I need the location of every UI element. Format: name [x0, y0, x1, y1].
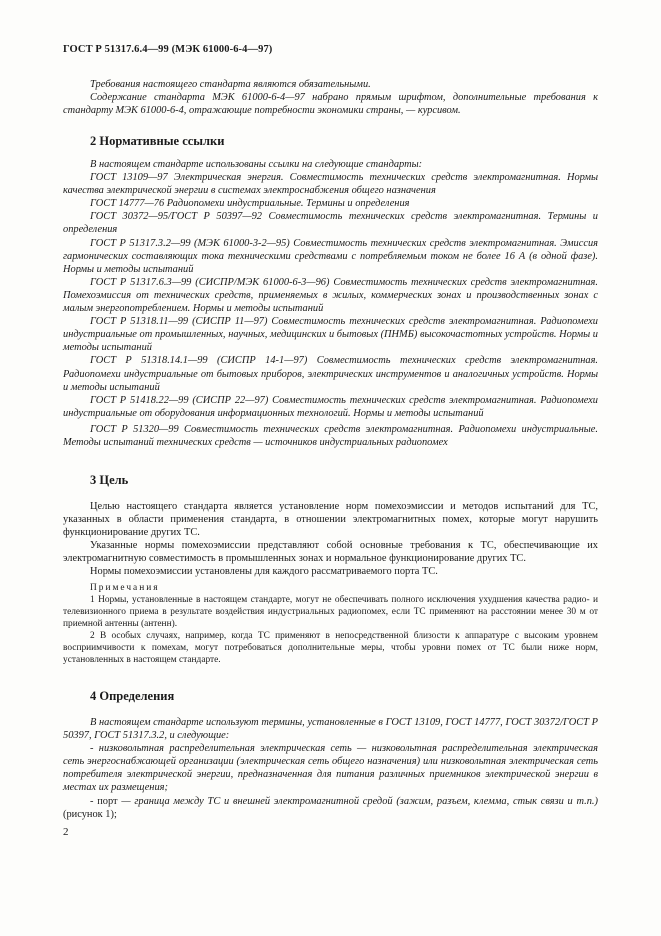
section-3-heading: 3 Цель — [90, 473, 129, 487]
reference-item: ГОСТ Р 51318.11—99 (СИСПР 11—97) Совместимость технических средств электромагнитная. Радиопомехи индустриальные от промышленных, научных, медицинских и бытовых (ПНМБ) высокочастотных устройств. Нормы и методы испытаний — [63, 316, 598, 354]
reference-item: ГОСТ 13109—97 Электрическая энергия. Совместимость технических средств электромагнитная. Нормы качества электрической энергии в системах электроснабжения общего назначения — [63, 172, 598, 197]
section-4-heading: 4 Определения — [90, 689, 175, 703]
reference-item: ГОСТ Р 51317.6.3—99 (СИСПР/МЭК 61000-6-3—96) Совместимость технических средств электромагнитная. Помехоэмиссия от технических средств, применяемых в жилых, коммерческих зонах и производственных зонах с малым энергопотреблением. Нормы и методы испытаний — [63, 276, 598, 315]
document-header: ГОСТ Р 51317.6.4—99 (МЭК 61000-6-4—97) — [63, 44, 273, 55]
reference-item: ГОСТ Р 51320—99 Совместимость технических средств электромагнитная. Радиопомехи индустриальные. Методы испытаний технических средств — источников индустриальных радиопомех — [63, 423, 598, 448]
intro-paragraph: Требования настоящего стандарта являются обязательными. — [90, 79, 371, 90]
normative-references — [63, 158, 598, 449]
notes-title: Примечания — [90, 582, 160, 593]
reference-item: ГОСТ Р 51317.3.2—99 (МЭК 61000-3-2—95) Совместимость технических средств электромагнитная. Эмиссия гармонических составляющих тока техническими средствами с потребляемым током не более 16 А (в одной фазе). Нормы и методы испытаний — [63, 237, 598, 275]
purpose-paragraph: Целью настоящего стандарта является установление норм помехоэмиссии и методов испытаний для ТС, указанных в области применения стандарта, в отношении электромагнитных помех, которые могут нарушить функционирование других ТС. — [63, 501, 598, 539]
purpose-section — [63, 500, 598, 666]
page-number: 2 — [63, 826, 69, 838]
definitions-section — [63, 716, 598, 821]
term-port-definition: — граница между ТС и внешней электромагнитной средой (зажим, разъем, клемма, стык связи и т.п.) — [117, 795, 598, 807]
intro-paragraph: Содержание стандарта МЭК 61000-6-4—97 набрано прямым шрифтом, дополнительные требования к стандарту МЭК 61000-6-4, отражающие потребности экономики страны, — курсивом. — [63, 92, 598, 117]
note-item: 2 В особых случаях, например, когда ТС применяют в непосредственной близости к аппаратуре с высоким уровнем восприимчивости к помехам, могут потребоваться дополнительные меры, чтобы уровни помех от ТС были ниже норм, установленных в настоящем стандарте. — [63, 630, 598, 665]
definition-low-voltage-network: - низковольтная распределительная электрическая сеть — низковольтная распределительная электрическая сеть энергоснабжающей организации (электрическая сеть общего назначения) или низковольтная электрическая сеть потребителя электрической энергии, предназначенная для питания различных приемников электрической энергии в местах их размещения; — [63, 743, 598, 794]
references-lead: В настоящем стандарте использованы ссылки на следующие стандарты: — [90, 159, 423, 170]
section-2-heading: 2 Нормативные ссылки — [90, 134, 225, 148]
note-item: 1 Нормы, установленные в настоящем стандарте, могут не обеспечивать полного исключения ухудшения качества радио- и телевизионного приема в результате воздействия индустриальных радиопомех, если ТС применяют на расстоянии менее 30 м от приемной антенны (антенн). — [63, 594, 598, 629]
figure-reference: (рисунок 1); — [63, 808, 117, 820]
purpose-paragraph: Указанные нормы помехоэмиссии представляют собой основные требования к ТС, обеспечивающие их электромагнитную совместимость в промышленных зонах и нормальное функционирование других ТС. — [63, 540, 598, 565]
intro-block — [63, 78, 598, 117]
definition-port — [63, 795, 598, 821]
reference-item: ГОСТ Р 51418.22—99 (СИСПР 22—97) Совместимость технических средств электромагнитная. Радиопомехи индустриальные от оборудования информационных технологий. Нормы и методы испытаний — [63, 394, 598, 419]
reference-item: ГОСТ 14777—76 Радиопомехи индустриальные. Термины и определения — [90, 198, 410, 210]
purpose-paragraph: Нормы помехоэмиссии установлены для каждого рассматриваемого порта ТС. — [90, 566, 438, 578]
term-port: - порт — [90, 795, 118, 807]
reference-item: ГОСТ Р 51318.14.1—99 (СИСПР 14-1—97) Совместимость технических средств электромагнитная. Радиопомехи индустриальные от бытовых приборов, электрических инструментов и аналогичных устройств. Нормы и методы испытаний — [63, 355, 598, 393]
definitions-lead: В настоящем стандарте используют термины, установленные в ГОСТ 13109, ГОСТ 14777, ГОСТ 30372/ГОСТ Р 50397, ГОСТ 51317.3.2, и следующие: — [63, 717, 598, 742]
reference-item: ГОСТ 30372—95/ГОСТ Р 50397—92 Совместимость технических средств электромагнитная. Термины и определения — [63, 211, 598, 236]
